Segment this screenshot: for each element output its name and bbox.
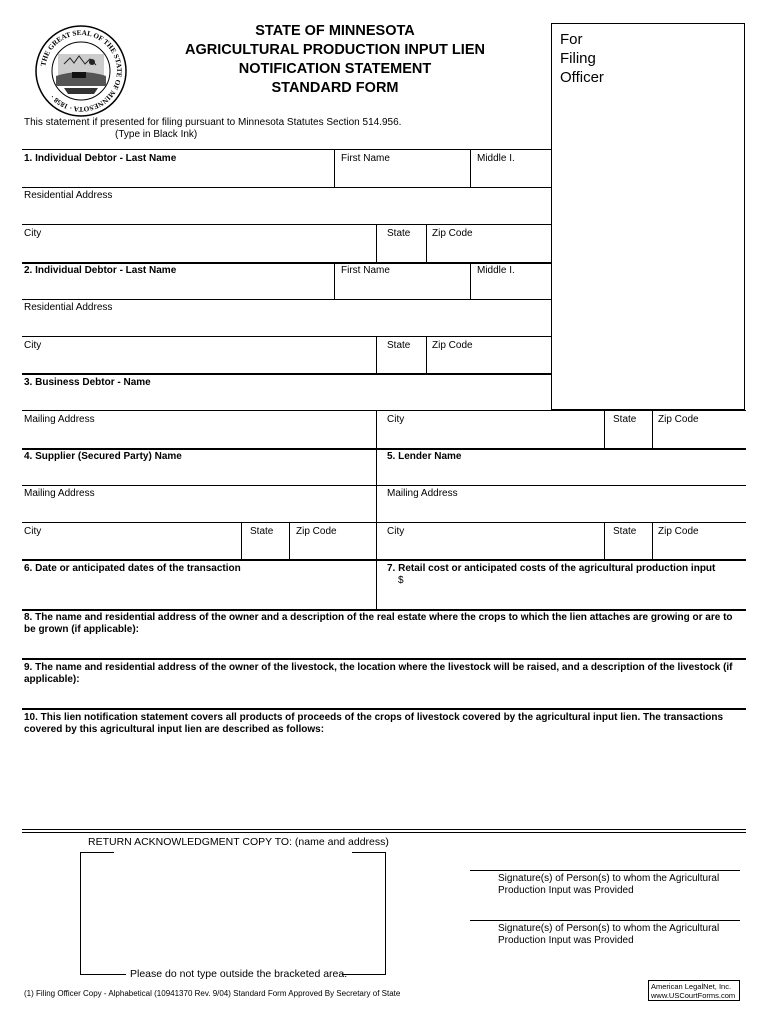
debtor2-address-label: Residential Address [24, 302, 113, 313]
lender-mailing-label: Mailing Address [387, 488, 458, 499]
debtor2-state-label: State [387, 340, 411, 351]
vendor-url: www.USCourtForms.com [651, 991, 736, 1000]
item8-label: 8. The name and residential address of the owner and a description of the real estate where the crops to which the lien attaches are growing or are to be grown (if applicable): [24, 612, 733, 635]
return-heading: RETURN ACKNOWLEDGMENT COPY TO: (name and address) [88, 836, 389, 848]
debtor2-last-name-label: 2. Individual Debtor - Last Name [24, 265, 177, 276]
debtor2-first-name-label: First Name [341, 265, 390, 276]
business-mailing-label: Mailing Address [24, 414, 95, 425]
supplier-state-label: State [250, 526, 274, 537]
debtor1-first-name-label: First Name [341, 153, 390, 164]
debtor1-middle-label: Middle I. [477, 153, 515, 164]
vendor-box [648, 980, 740, 1001]
signature-label-1: Signature(s) of Person(s) to whom the Agricultural Production Input was Provided [498, 873, 720, 896]
lender-city-label: City [387, 526, 405, 537]
lender-state-label: State [613, 526, 637, 537]
svg-text:THE GREAT SEAL OF THE STATE OF: THE GREAT SEAL OF THE STATE OF MINNESOTA · 1858 · [39, 28, 124, 114]
item10-label: 10. This lien notification statement covers all products of proceeds of the crops of livestock covered by the agricultural input lien. The transactions covered by this agricultural input lien are described as follows: [24, 712, 724, 735]
business-zip-label: Zip Code [658, 414, 699, 425]
form-title-state: STATE OF MINNESOTA [255, 23, 415, 39]
item9-label: 9. The name and residential address of the owner of the livestock, the location where the livestock will be raised, and a description of the livestock (if applicable): [24, 662, 733, 685]
vendor-name: American LegalNet, Inc. [651, 982, 732, 991]
debtor1-state-label: State [387, 228, 411, 239]
lender-zip-label: Zip Code [658, 526, 699, 537]
debtor1-address-label: Residential Address [24, 190, 113, 201]
lender-name-label: 5. Lender Name [387, 451, 462, 462]
filing-officer-label: For Filing Officer [560, 31, 604, 86]
form-title-standard: STANDARD FORM [271, 80, 399, 96]
footer-copy-note: (1) Filing Officer Copy - Alphabetical (10941370 Rev. 9/04) Standard Form Approved By Secretary of State [24, 989, 401, 998]
form-title-notification: NOTIFICATION STATEMENT [238, 61, 432, 77]
supplier-name-label: 4. Supplier (Secured Party) Name [24, 451, 182, 462]
business-name-label: 3. Business Debtor - Name [24, 377, 151, 388]
supplier-city-label: City [24, 526, 42, 537]
debtor2-zip-label: Zip Code [432, 340, 473, 351]
filing-officer-box [551, 23, 745, 410]
supplier-mailing-label: Mailing Address [24, 488, 95, 499]
supplier-zip-label: Zip Code [296, 526, 337, 537]
business-state-label: State [613, 414, 637, 425]
debtor1-city-label: City [24, 228, 42, 239]
return-address-bracket [80, 852, 386, 976]
debtor1-last-name-label: 1. Individual Debtor - Last Name [24, 153, 177, 164]
bracket-note: Please do not type outside the bracketed area. [130, 968, 348, 980]
business-city-label: City [387, 414, 405, 425]
debtor1-zip-label: Zip Code [432, 228, 473, 239]
state-seal-icon [34, 24, 128, 118]
statute-note: This statement if presented for filing pursuant to Minnesota Statutes Section 514.956. [24, 117, 402, 128]
debtor2-middle-label: Middle I. [477, 265, 515, 276]
dollar-sign: $ [398, 575, 404, 586]
transaction-cost-label: 7. Retail cost or anticipated costs of the agricultural production input [387, 563, 716, 574]
form-title-lien: AGRICULTURAL PRODUCTION INPUT LIEN [185, 42, 485, 58]
signature-label-2: Signature(s) of Person(s) to whom the Agricultural Production Input was Provided [498, 923, 720, 946]
ink-note: (Type in Black Ink) [115, 129, 198, 140]
transaction-dates-label: 6. Date or anticipated dates of the transaction [24, 563, 241, 574]
debtor2-city-label: City [24, 340, 42, 351]
